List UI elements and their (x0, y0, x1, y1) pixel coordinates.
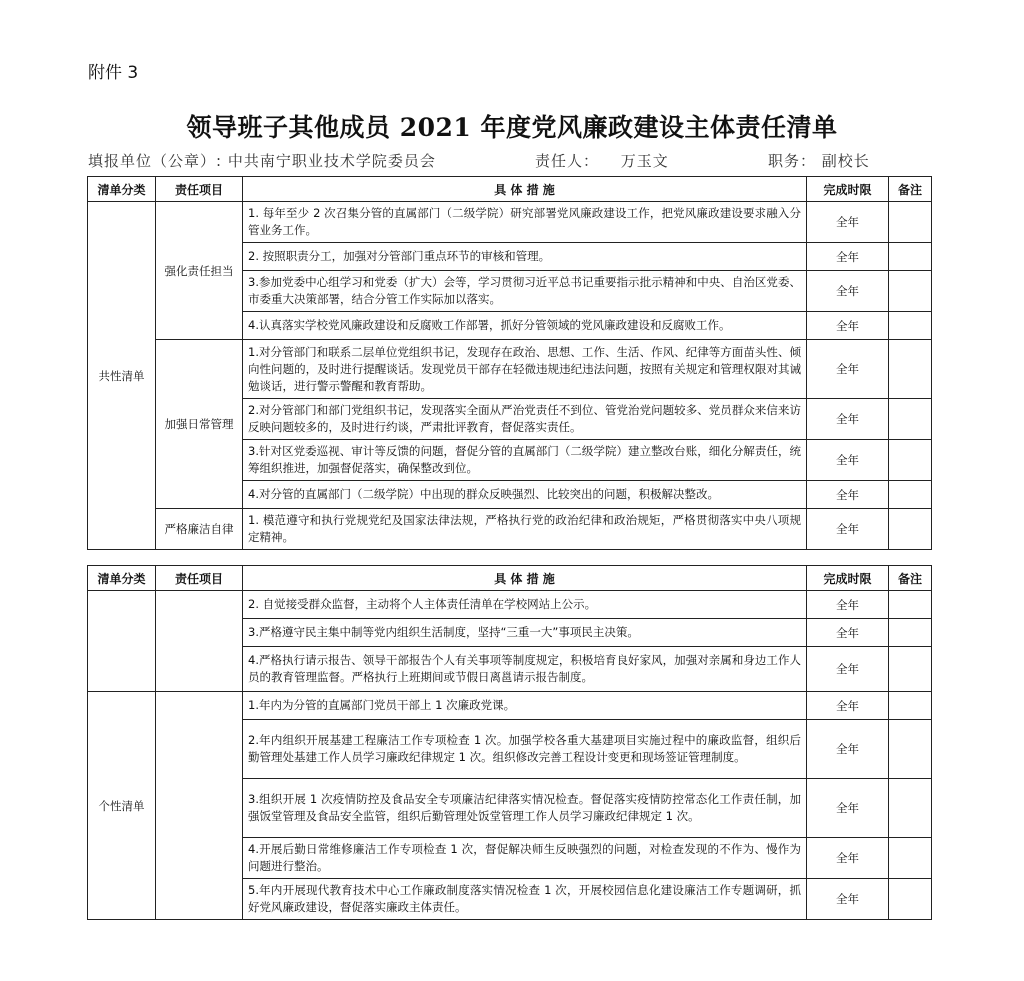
note-cell (889, 481, 932, 509)
project-cell-empty (156, 591, 243, 692)
measure-cell: 5.年内开展现代教育技术中心工作廉政制度落实情况检查 1 次，开展校园信息化建设廉洁工作专题调研，抓好党风廉政建设，督促落实廉政主体责任。 (243, 879, 807, 920)
position-value: 副校长 (821, 152, 870, 170)
deadline-cell: 全年 (807, 271, 889, 312)
note-cell (889, 619, 932, 647)
column-header: 责任项目 (156, 177, 243, 202)
note-cell (889, 243, 932, 271)
column-header: 具 体 措 施 (243, 177, 807, 202)
note-cell (889, 779, 932, 838)
measure-cell: 2. 按照职责分工，加强对分管部门重点环节的审核和管理。 (243, 243, 807, 271)
measure-cell: 2.对分管部门和部门党组织书记，发现落实全面从严治党责任不到位、管党治党问题较多、党员群众来信来访反映问题较多的，及时进行约谈，严肃批评教育，督促落实责任。 (243, 399, 807, 440)
table-row (88, 202, 932, 243)
measure-cell: 3.组织开展 1 次疫情防控及食品安全专项廉洁纪律落实情况检查。督促落实疫情防控常态化工作责任制，加强饭堂管理及食品安全监管，组织后勤管理处饭堂管理工作人员学习廉政纪律规定 1 次。 (243, 779, 807, 838)
unit-value: 中共南宁职业技术学院委员会 (227, 152, 436, 170)
measure-cell: 4.严格执行请示报告、领导干部报告个人有关事项等制度规定，积极培育良好家风，加强对亲属和身边工作人员的教育管理监督。严格执行上班期间或节假日离邕请示报告制度。 (243, 647, 807, 692)
measure-cell: 1.对分管部门和联系二层单位党组织书记，发现存在政治、思想、工作、生活、作风、纪律等方面苗头性、倾向性问题的，及时进行提醒谈话。发现党员干部存在轻微违规违纪违法问题，按照有关规定和管理权限对其诫勉谈话，进行警示警醒和教育帮助。 (243, 340, 807, 399)
deadline-cell: 全年 (807, 509, 889, 550)
category-cell-empty (88, 591, 156, 692)
column-header: 清单分类 (88, 177, 156, 202)
note-cell (889, 838, 932, 879)
measure-cell: 3.针对区党委巡视、审计等反馈的问题，督促分管的直属部门（二级学院）建立整改台账，细化分解责任，统筹组织推进，加强督促落实，确保整改到位。 (243, 440, 807, 481)
note-cell (889, 509, 932, 550)
deadline-cell: 全年 (807, 692, 889, 720)
person-value: 万玉文 (620, 152, 669, 170)
deadline-cell: 全年 (807, 591, 889, 619)
note-cell (889, 647, 932, 692)
measure-cell: 3.参加党委中心组学习和党委（扩大）会等，学习贯彻习近平总书记重要指示批示精神和中央、自治区党委、市委重大决策部署，结合分管工作实际加以落实。 (243, 271, 807, 312)
person-label: 责任人： (535, 152, 600, 170)
project-cell: 强化责任担当 (156, 202, 243, 340)
column-header: 责任项目 (156, 566, 243, 591)
responsibility-table-2 (87, 565, 932, 920)
deadline-cell: 全年 (807, 779, 889, 838)
column-header: 具 体 措 施 (243, 566, 807, 591)
measure-cell: 2. 自觉接受群众监督，主动将个人主体责任清单在学校网站上公示。 (243, 591, 807, 619)
note-cell (889, 271, 932, 312)
category-cell: 个性清单 (88, 692, 156, 920)
column-header: 备注 (889, 177, 932, 202)
measure-cell: 3.严格遵守民主集中制等党内组织生活制度，坚持“三重一大”事项民主决策。 (243, 619, 807, 647)
attachment-label: 附件 3 (88, 63, 139, 83)
deadline-cell: 全年 (807, 720, 889, 779)
deadline-cell: 全年 (807, 440, 889, 481)
project-cell-empty (156, 692, 243, 920)
table-row (88, 340, 932, 399)
note-cell (889, 399, 932, 440)
column-header: 备注 (889, 566, 932, 591)
table-header-row (88, 177, 932, 202)
person-field (535, 150, 669, 171)
measure-cell: 1.年内为分管的直属部门党员干部上 1 次廉政党课。 (243, 692, 807, 720)
deadline-cell: 全年 (807, 879, 889, 920)
table-row (88, 692, 932, 720)
note-cell (889, 440, 932, 481)
note-cell (889, 591, 932, 619)
category-cell: 共性清单 (88, 202, 156, 550)
responsibility-table-1 (87, 176, 932, 550)
note-cell (889, 340, 932, 399)
document-title: 领导班子其他成员 2021 年度党风廉政建设主体责任清单 (186, 113, 838, 142)
deadline-cell: 全年 (807, 838, 889, 879)
deadline-cell: 全年 (807, 399, 889, 440)
note-cell (889, 202, 932, 243)
column-header: 完成时限 (807, 177, 889, 202)
deadline-cell: 全年 (807, 340, 889, 399)
measure-cell: 4.认真落实学校党风廉政建设和反腐败工作部署，抓好分管领域的党风廉政建设和反腐败工作。 (243, 312, 807, 340)
deadline-cell: 全年 (807, 312, 889, 340)
measure-cell: 1. 每年至少 2 次召集分管的直属部门（二级学院）研究部署党风廉政建设工作，把党风廉政建设要求融入分管业务工作。 (243, 202, 807, 243)
deadline-cell: 全年 (807, 619, 889, 647)
note-cell (889, 692, 932, 720)
measure-cell: 2.年内组织开展基建工程廉洁工作专项检查 1 次。加强学校各重大基建项目实施过程中的廉政监督，组织后勤管理处基建工作人员学习廉政纪律规定 1 次。组织修改完善工程设计变更和现场签证管理制度。 (243, 720, 807, 779)
column-header: 清单分类 (88, 566, 156, 591)
note-cell (889, 312, 932, 340)
deadline-cell: 全年 (807, 202, 889, 243)
table-header-row (88, 566, 932, 591)
measure-cell: 4.开展后勤日常维修廉洁工作专项检查 1 次，督促解决师生反映强烈的问题，对检查发现的不作为、慢作为问题进行整治。 (243, 838, 807, 879)
measure-cell: 1. 模范遵守和执行党规党纪及国家法律法规，严格执行党的政治纪律和政治规矩，严格贯彻落实中央八项规定精神。 (243, 509, 807, 550)
deadline-cell: 全年 (807, 243, 889, 271)
deadline-cell: 全年 (807, 647, 889, 692)
position-label: 职务： (768, 152, 817, 170)
position-field (768, 150, 870, 171)
unit-field (88, 150, 436, 171)
deadline-cell: 全年 (807, 481, 889, 509)
project-cell: 严格廉洁自律 (156, 509, 243, 550)
table-row (88, 509, 932, 550)
unit-label: 填报单位（公章）: (88, 152, 223, 170)
note-cell (889, 720, 932, 779)
note-cell (889, 879, 932, 920)
project-cell: 加强日常管理 (156, 340, 243, 509)
table-row (88, 591, 932, 619)
column-header: 完成时限 (807, 566, 889, 591)
measure-cell: 4.对分管的直属部门（二级学院）中出现的群众反映强烈、比较突出的问题，积极解决整改。 (243, 481, 807, 509)
